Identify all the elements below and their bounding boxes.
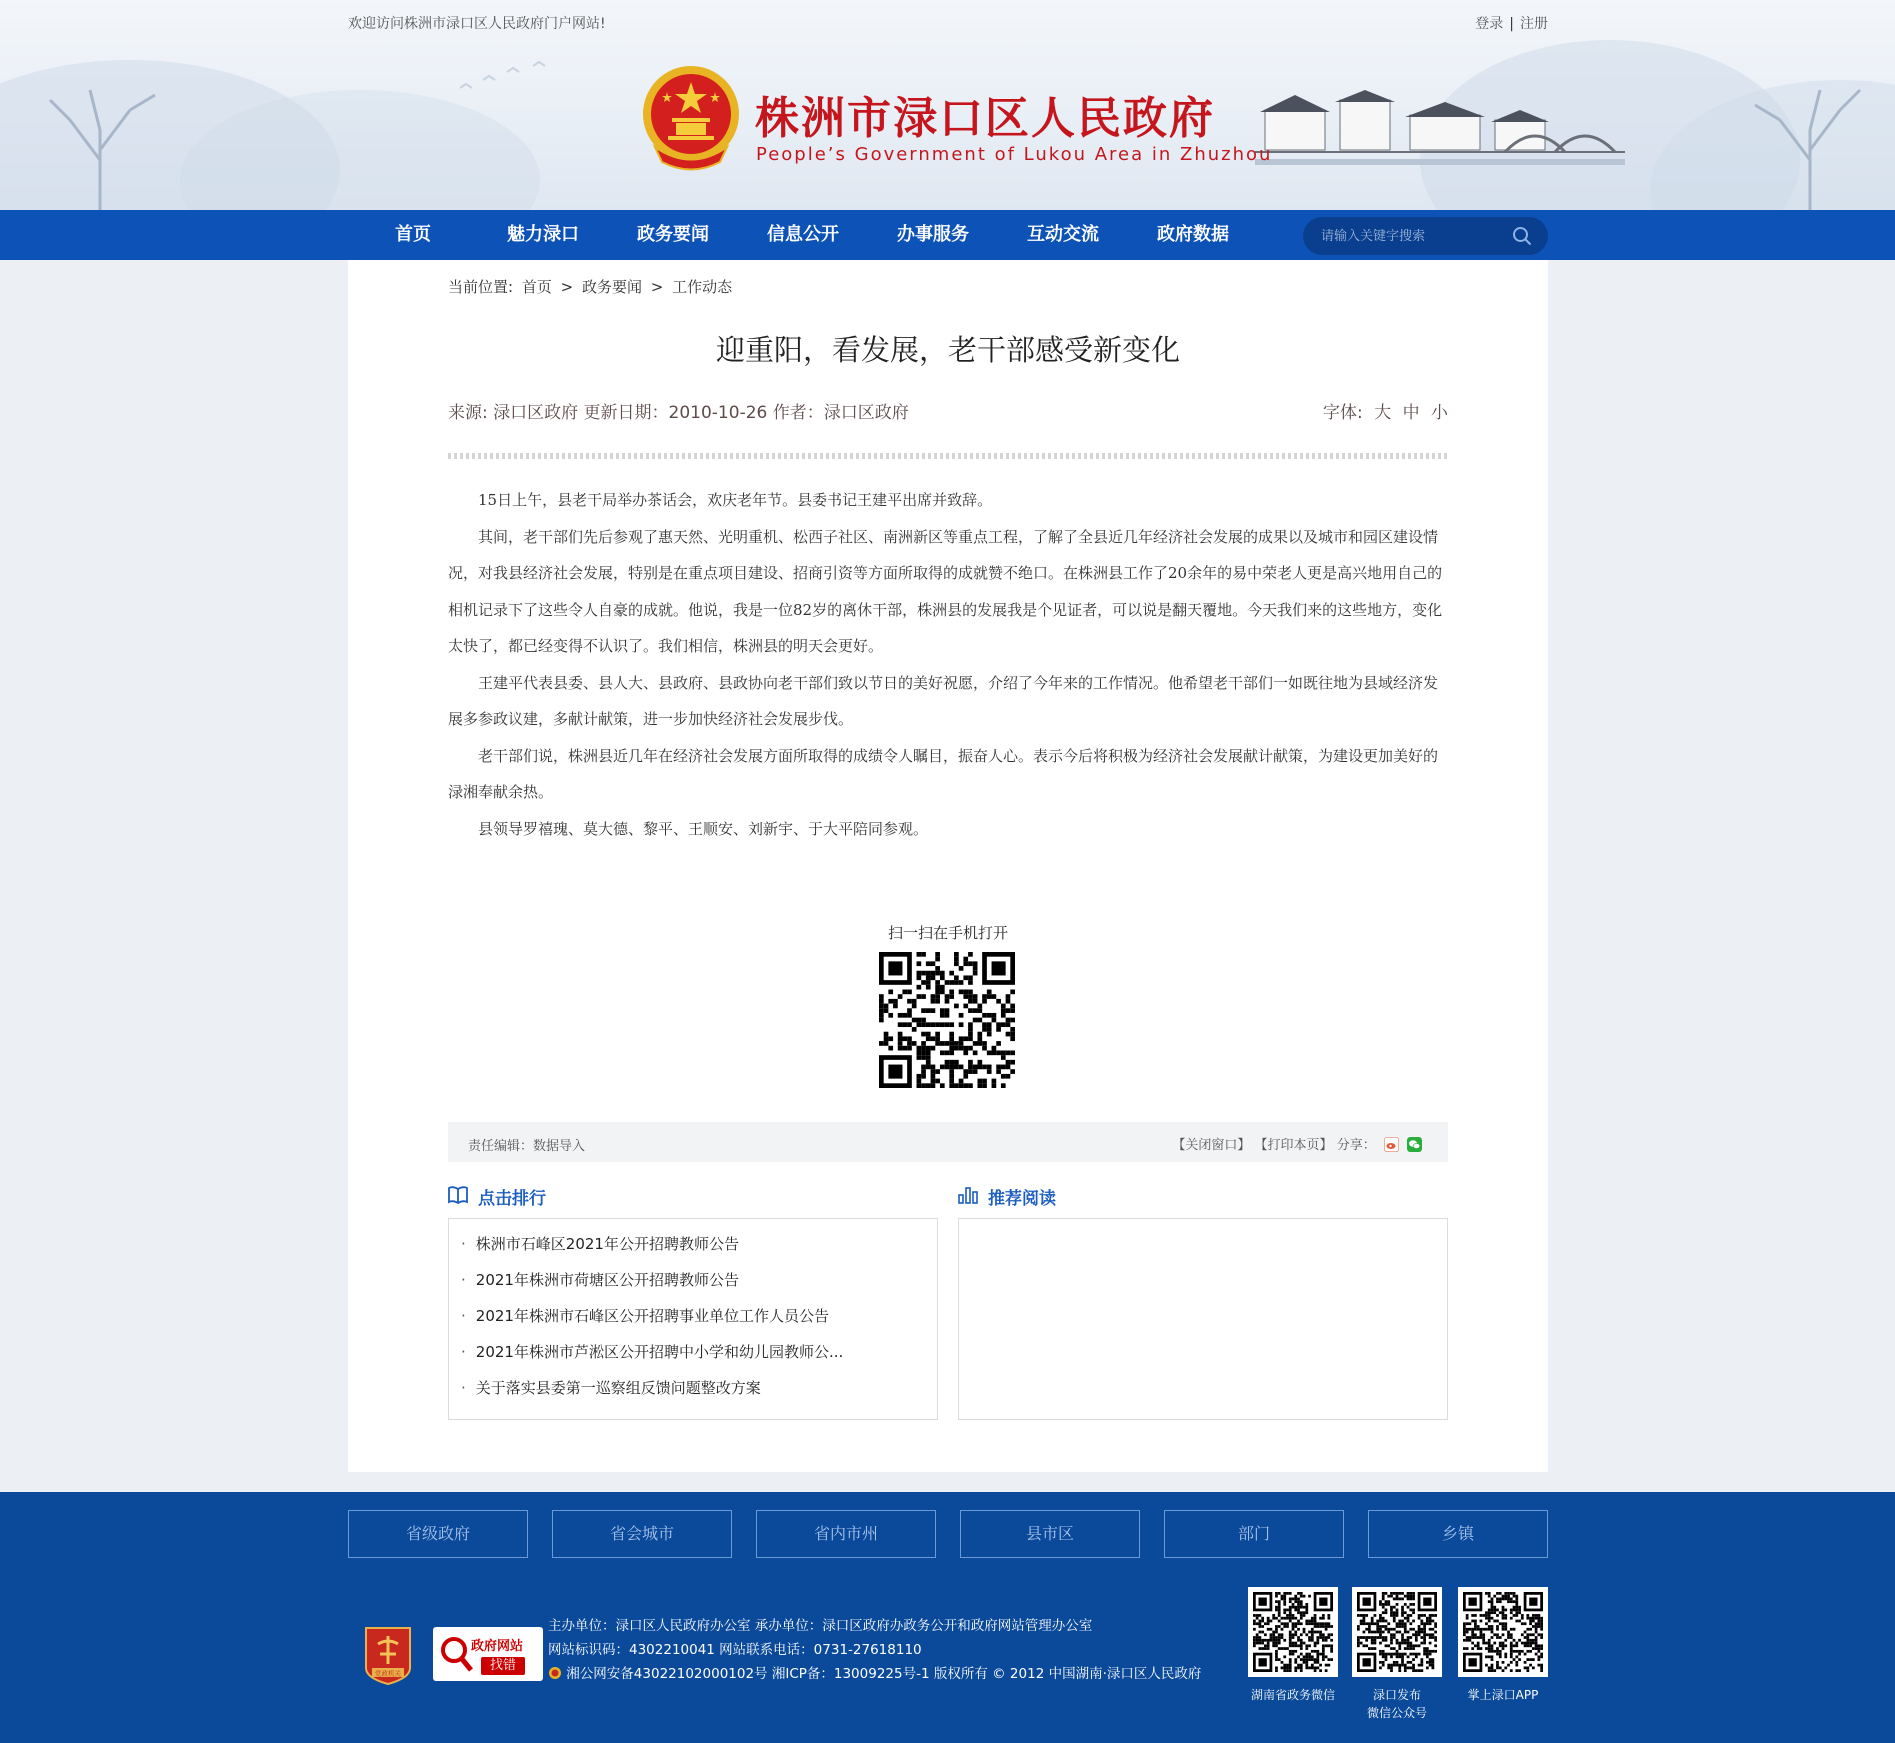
find-error-button: 找错: [481, 1657, 525, 1675]
weibo-share-icon[interactable]: [1384, 1137, 1399, 1152]
nav-home[interactable]: 首页: [395, 224, 431, 245]
wechat-share-icon[interactable]: [1407, 1137, 1422, 1152]
font-medium-button[interactable]: 中: [1402, 403, 1420, 423]
article-source-date-author: 来源: 渌口区政府 更新日期：2010-10-26 作者：渌口区政府: [448, 403, 909, 423]
recommend-box: [958, 1218, 1448, 1420]
ranking-item[interactable]: · 2021年株洲市石峰区公开招聘事业单位工作人员公告: [461, 1305, 843, 1341]
footer-link-towns[interactable]: 乡镇: [1368, 1510, 1548, 1558]
font-large-button[interactable]: 大: [1374, 403, 1392, 423]
national-emblem-icon: [640, 62, 742, 174]
ranking-box: [448, 1218, 938, 1420]
article-paragraph: 其间，老干部们先后参观了惠天然、光明重机、松西子社区、南洲新区等重点工程，了解了全县近几年经济社会发展的成果以及城市和园区建设情况，对我县经济社会发展，特别是在重点项目建设、招商引资等方面所取得的成就赞不绝口。在株洲县工作了20余年的易中荣老人更是高兴地用自己的相机记录下了这些令人自豪的成就。他说，我是一位82岁的离休干部，株洲县的发展我是个见证者，可以说是翻天覆地。今天我们来的这些地方，变化太快了，都已经变得不认识了。我们相信，株洲县的明天会更好。: [448, 527, 1443, 655]
breadcrumb-gov-news[interactable]: 政务要闻: [582, 278, 643, 296]
search-icon[interactable]: [1512, 226, 1532, 246]
recommend-section-title: [958, 1184, 1056, 1209]
police-badge-icon: [548, 1666, 562, 1680]
dashed-divider: [448, 453, 1448, 459]
ranking-item[interactable]: · 关于落实县委第一巡察组反馈问题整改方案: [461, 1377, 843, 1413]
bar-chart-icon: [958, 1186, 978, 1204]
lukou-app-qr-icon: [1458, 1587, 1548, 1677]
footer-link-counties[interactable]: 县市区: [960, 1510, 1140, 1558]
font-size-controls: [1323, 398, 1448, 423]
nav-interaction[interactable]: 互动交流: [1027, 224, 1099, 245]
footer-link-provincial-gov[interactable]: 省级政府: [348, 1510, 528, 1558]
ranking-item[interactable]: · 株洲市石峰区2021年公开招聘教师公告: [461, 1233, 843, 1269]
article-paragraph: 老干部们说，株洲县近几年在经济社会发展方面所取得的成绩令人瞩目，振奋人心。表示今后将积极为经济社会发展献计献策，为建设更加美好的渌湘奉献余热。: [448, 746, 1439, 801]
footer-icp-line: [548, 1662, 1201, 1686]
nav-gov-news[interactable]: 政务要闻: [637, 224, 709, 245]
village-scenery-icon: [1255, 90, 1625, 180]
ranking-title: 点击排行: [478, 1189, 546, 1209]
tree-right-icon: [1740, 70, 1880, 210]
nav-gov-data[interactable]: 政府数据: [1157, 224, 1229, 245]
nav-services[interactable]: 办事服务: [897, 224, 969, 245]
article-body: [448, 482, 1448, 847]
article-qr-code-icon: [879, 952, 1015, 1088]
footer-site-id: 网站标识码：4302210041 网站联系电话：0731-27618110: [548, 1642, 922, 1658]
register-link[interactable]: 注册: [1520, 16, 1548, 32]
breadcrumb-prefix: 当前位置:: [448, 278, 514, 296]
magnifier-icon: [439, 1635, 473, 1673]
hunan-wechat-qr-icon: [1248, 1587, 1338, 1677]
share-label: 分享：: [1336, 1138, 1376, 1153]
qr-caption: 渌口发布 微信公众号: [1366, 1688, 1427, 1720]
recommend-title: 推荐阅读: [988, 1189, 1056, 1209]
login-link[interactable]: 登录: [1475, 16, 1504, 32]
footer-sponsor: 主办单位：渌口区人民政府办公室 承办单位：渌口区政府办政务公开和政府网站管理办公室: [548, 1618, 1093, 1634]
footer-info: [548, 1614, 1201, 1686]
breadcrumb-sep: >: [650, 278, 664, 296]
editor-bar: [448, 1122, 1448, 1162]
article-actions: [1172, 1134, 1422, 1153]
article-paragraph: 15日上午，县老干局举办茶话会，欢庆老年节。县委书记王建平出席并致辞。: [478, 491, 993, 509]
breadcrumb-work-news[interactable]: 工作动态: [672, 278, 733, 296]
lukou-wechat-qr-icon: [1352, 1587, 1442, 1677]
print-page-button[interactable]: 【打印本页】: [1254, 1138, 1333, 1153]
gov-site-find-error[interactable]: [433, 1627, 543, 1681]
qr-caption: 掌上渌口APP: [1467, 1688, 1539, 1702]
welcome-text: 欢迎访问株洲市渌口区人民政府门户网站!: [348, 16, 606, 32]
breadcrumb-home[interactable]: 首页: [521, 278, 552, 296]
footer-link-departments[interactable]: 部门: [1164, 1510, 1344, 1558]
footer-icp: 湘公网安备43022102000102号 湘ICP备：13009225号-1 版权所有 © 2012 中国湖南·渌口区人民政府: [566, 1666, 1202, 1682]
search-box: [1303, 217, 1548, 255]
editor-text: 责任编辑：数据导入: [468, 1139, 586, 1154]
content-panel: [348, 260, 1548, 1472]
footer-link-capital-cities[interactable]: 省会城市: [552, 1510, 732, 1558]
footer-link-prefectures[interactable]: 省内市州: [756, 1510, 936, 1558]
article-paragraph: 王建平代表县委、县人大、县政府、县政协向老干部们致以节日的美好祝愿，介绍了今年来的工作情况。他希望老干部们一如既往地为县域经济发展多参政议建，多献计献策，进一步加快经济社会发展步伐。: [448, 673, 1439, 728]
book-icon: [448, 1186, 468, 1204]
breadcrumb: [448, 276, 736, 297]
birds-icon: [455, 58, 565, 98]
ranking-list: [461, 1233, 843, 1413]
article-title: 迎重阳，看发展，老干部感受新变化: [715, 333, 1180, 367]
site-title: 株洲市渌口区人民政府: [755, 93, 1215, 144]
article-paragraph: 县领导罗禧瑰、莫大德、黎平、王顺安、刘新宇、于大平陪同参观。: [478, 819, 929, 838]
party-gov-badge-text: 党政机关: [375, 1669, 401, 1678]
font-size-label: 字体:: [1323, 403, 1363, 423]
search-input[interactable]: [1321, 226, 1501, 246]
site-header: [0, 0, 1895, 210]
nav-info-disclosure[interactable]: 信息公开: [767, 224, 839, 245]
font-small-button[interactable]: 小: [1431, 403, 1448, 423]
find-error-title: 政府网站: [471, 1639, 524, 1654]
tree-left-icon: [30, 70, 170, 210]
ranking-item[interactable]: · 2021年株洲市荷塘区公开招聘教师公告: [461, 1269, 843, 1305]
top-bar: [348, 10, 1548, 34]
qr-caption: 湖南省政务微信: [1250, 1688, 1335, 1702]
site-footer: [0, 1492, 1895, 1743]
site-subtitle: People’s Government of Lukou Area in Zhuzhou: [756, 144, 1273, 165]
party-gov-badge-icon[interactable]: [362, 1624, 414, 1686]
article-meta: [448, 398, 1448, 423]
main-nav: [0, 210, 1895, 260]
ranking-item[interactable]: · 2021年株洲市芦淞区公开招聘中小学和幼儿园教师公...: [461, 1341, 843, 1377]
close-window-button[interactable]: 【关闭窗口】: [1172, 1138, 1251, 1153]
nav-charm-lukou[interactable]: 魅力渌口: [507, 224, 579, 245]
auth-links: [1475, 13, 1548, 33]
auth-separator: |: [1509, 16, 1514, 32]
ranking-section-title: [448, 1184, 546, 1209]
breadcrumb-sep: >: [560, 278, 574, 296]
qr-label: 扫一扫在手机打开: [887, 924, 1008, 942]
